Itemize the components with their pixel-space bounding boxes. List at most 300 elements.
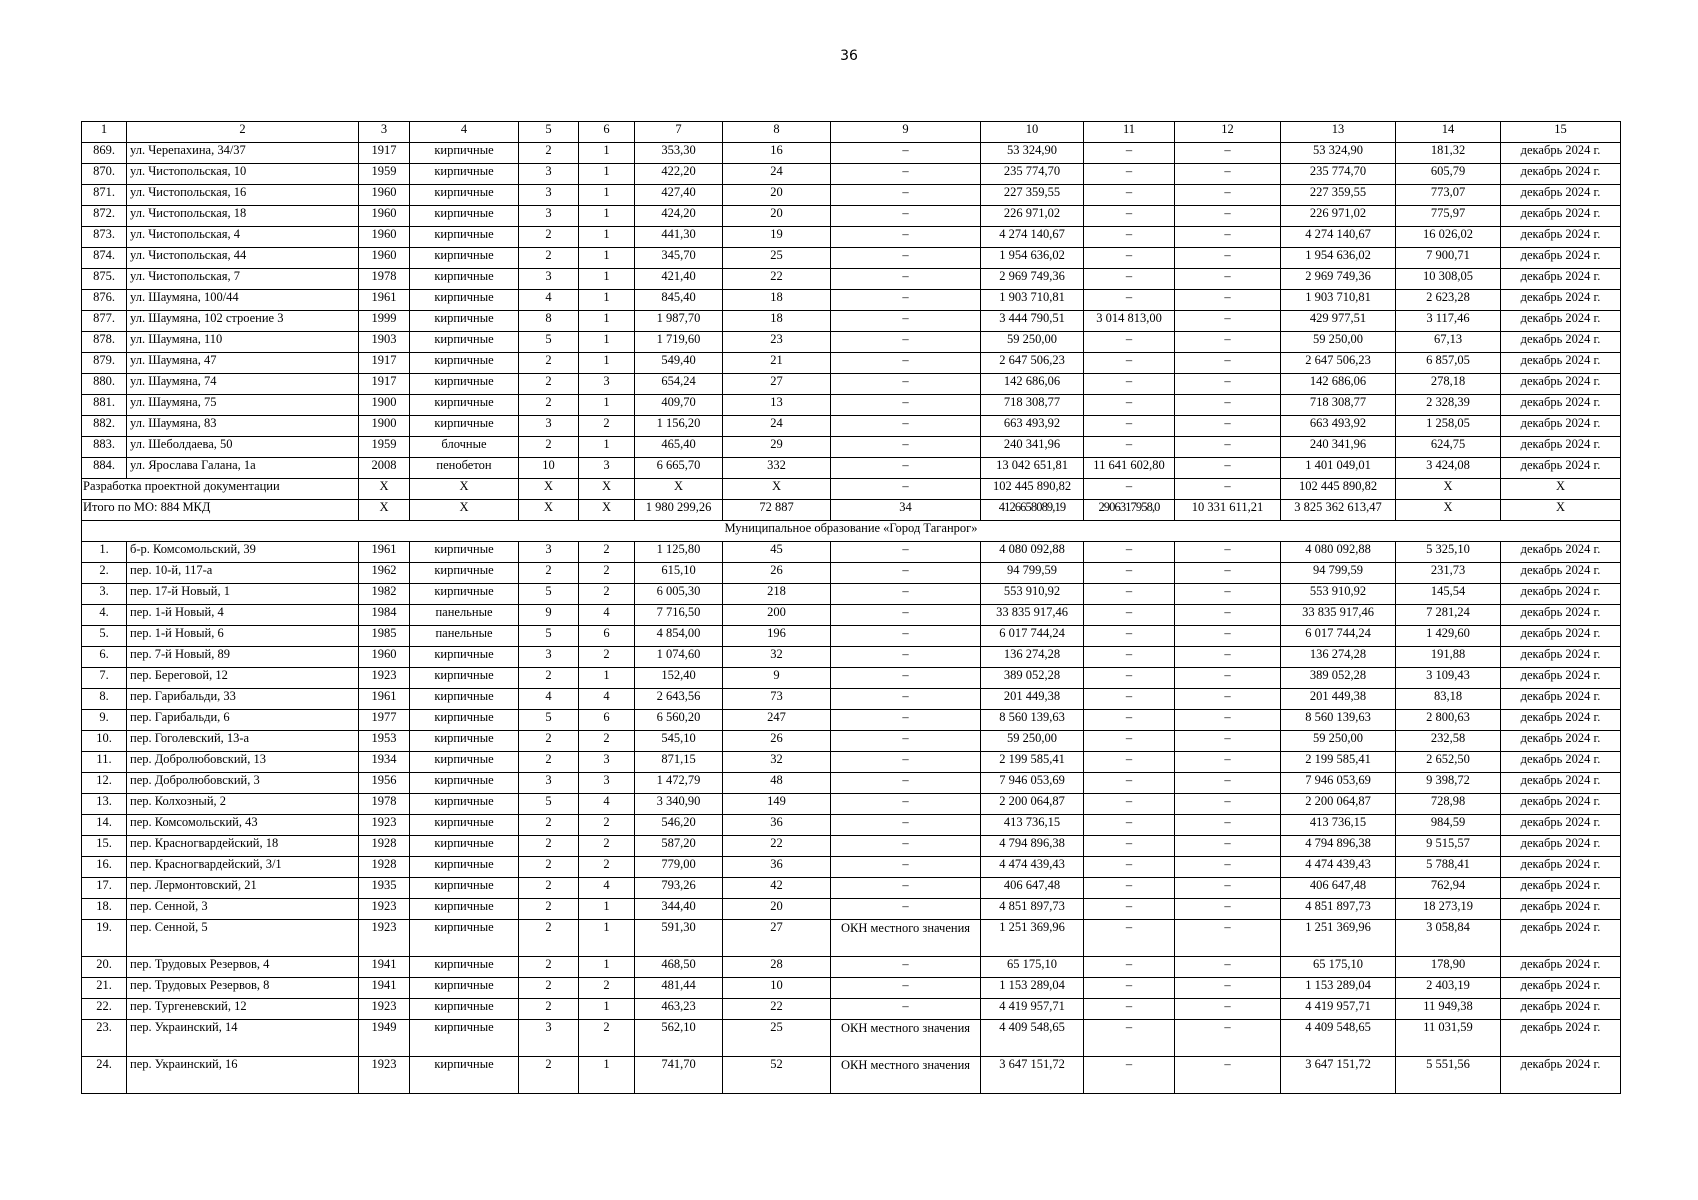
table-cell: – (1084, 605, 1175, 626)
table-cell: 24 (723, 416, 831, 437)
table-cell: ул. Шаумяна, 100/44 (127, 290, 359, 311)
table-row (82, 416, 1621, 437)
table-cell: 247 (723, 710, 831, 731)
table-cell: 1949 (359, 1020, 410, 1057)
column-number-11: 11 (1084, 122, 1175, 143)
table-row (82, 878, 1621, 899)
table-cell: – (831, 437, 981, 458)
table-cell: 29 (723, 437, 831, 458)
table-cell: 1917 (359, 143, 410, 164)
table-cell: 4 (579, 605, 635, 626)
table-cell: 1959 (359, 164, 410, 185)
table-cell: 65 175,10 (1281, 957, 1396, 978)
table-cell: 1961 (359, 689, 410, 710)
table-cell: декабрь 2024 г. (1501, 957, 1621, 978)
table-cell: пер. Украинский, 14 (127, 1020, 359, 1057)
table-cell: пер. Красногвардейский, 18 (127, 836, 359, 857)
table-cell: б-р. Комсомольский, 39 (127, 542, 359, 563)
table-cell: 4. (82, 605, 127, 626)
table-cell: – (1084, 752, 1175, 773)
table-cell: 4 080 092,88 (1281, 542, 1396, 563)
table-cell: пер. Добролюбовский, 13 (127, 752, 359, 773)
table-cell: 3 647 151,72 (981, 1057, 1084, 1094)
table-cell: 2 (579, 978, 635, 999)
table-cell: 1900 (359, 395, 410, 416)
table-cell: – (1175, 248, 1281, 269)
table-cell: 2 647 506,23 (1281, 353, 1396, 374)
table-cell: – (1084, 290, 1175, 311)
table-cell: 553 910,92 (981, 584, 1084, 605)
table-cell: 1 (579, 143, 635, 164)
table-cell: декабрь 2024 г. (1501, 143, 1621, 164)
summary-cell: X (410, 479, 519, 500)
table-row (82, 269, 1621, 290)
table-cell: – (1084, 626, 1175, 647)
table-cell: – (831, 395, 981, 416)
table-cell: пер. Колхозный, 2 (127, 794, 359, 815)
table-cell: – (831, 689, 981, 710)
table-cell: кирпичные (410, 647, 519, 668)
summary-cell: X (519, 479, 579, 500)
table-cell: – (1175, 689, 1281, 710)
table-cell: 59 250,00 (981, 332, 1084, 353)
table-cell: – (1175, 227, 1281, 248)
table-row (82, 978, 1621, 999)
table-cell: – (1084, 710, 1175, 731)
table-cell: 1923 (359, 815, 410, 836)
table-cell: 5 (519, 332, 579, 353)
table-row (82, 311, 1621, 332)
table-cell: 883. (82, 437, 127, 458)
table-cell: 2 (579, 836, 635, 857)
table-cell: 59 250,00 (981, 731, 1084, 752)
table-cell: – (1084, 206, 1175, 227)
table-cell: ул. Чистопольская, 44 (127, 248, 359, 269)
table-cell: 24. (82, 1057, 127, 1094)
table-cell: декабрь 2024 г. (1501, 437, 1621, 458)
table-cell: 718 308,77 (981, 395, 1084, 416)
table-cell: 3 109,43 (1396, 668, 1501, 689)
table-cell: 42 (723, 878, 831, 899)
table-cell: – (1084, 794, 1175, 815)
table-cell: – (1084, 836, 1175, 857)
table-cell: 1 (579, 957, 635, 978)
table-cell: ул. Чистопольская, 4 (127, 227, 359, 248)
table-cell: 1923 (359, 920, 410, 957)
table-cell: 1999 (359, 311, 410, 332)
table-cell: декабрь 2024 г. (1501, 353, 1621, 374)
table-cell: кирпичные (410, 353, 519, 374)
table-cell: 32 (723, 752, 831, 773)
table-cell: 882. (82, 416, 127, 437)
table-cell: 1 987,70 (635, 311, 723, 332)
table-cell: 2 (519, 248, 579, 269)
page-number: 36 (840, 48, 858, 64)
table-cell: 67,13 (1396, 332, 1501, 353)
table-cell: – (1175, 647, 1281, 668)
table-cell: пер. 7-й Новый, 89 (127, 647, 359, 668)
table-cell: ул. Шаумяна, 47 (127, 353, 359, 374)
table-cell: 1977 (359, 710, 410, 731)
table-cell: ул. Шаумяна, 75 (127, 395, 359, 416)
table-cell: – (831, 353, 981, 374)
table-cell: 1 903 710,81 (981, 290, 1084, 311)
table-cell: 226 971,02 (981, 206, 1084, 227)
table-cell: – (1175, 311, 1281, 332)
table-cell: 136 274,28 (981, 647, 1084, 668)
table-cell: 3 (519, 269, 579, 290)
summary-cell: X (519, 500, 579, 521)
table-cell: 33 835 917,46 (981, 605, 1084, 626)
table-cell: – (831, 957, 981, 978)
table-cell: кирпичные (410, 185, 519, 206)
table-cell: 27 (723, 374, 831, 395)
table-cell: 880. (82, 374, 127, 395)
table-row (82, 920, 1621, 957)
table-cell: 2 403,19 (1396, 978, 1501, 999)
table-cell: 481,44 (635, 978, 723, 999)
table-cell: 1 472,79 (635, 773, 723, 794)
table-cell: 762,94 (1396, 878, 1501, 899)
table-cell: – (1084, 227, 1175, 248)
table-cell: ОКН местного значения (831, 1020, 981, 1057)
table-cell: – (831, 857, 981, 878)
table-cell: 1960 (359, 227, 410, 248)
table-cell: кирпичные (410, 815, 519, 836)
table-cell: 3 (519, 164, 579, 185)
table-cell: 1935 (359, 878, 410, 899)
table-cell: пер. Гарибальди, 6 (127, 710, 359, 731)
table-cell: – (1175, 1020, 1281, 1057)
table-cell: – (831, 311, 981, 332)
summary-cell: – (1175, 479, 1281, 500)
table-cell: 2 (519, 899, 579, 920)
table-row (82, 164, 1621, 185)
table-cell: 663 493,92 (981, 416, 1084, 437)
table-cell: – (831, 710, 981, 731)
table-cell: 1917 (359, 353, 410, 374)
table-cell: 196 (723, 626, 831, 647)
table-cell: – (1175, 416, 1281, 437)
table-cell: кирпичные (410, 978, 519, 999)
table-cell: – (1175, 773, 1281, 794)
table-cell: 17. (82, 878, 127, 899)
table-cell: декабрь 2024 г. (1501, 563, 1621, 584)
table-cell: 2 (519, 836, 579, 857)
table-row (82, 1057, 1621, 1094)
table-cell: 873. (82, 227, 127, 248)
table-cell: – (831, 773, 981, 794)
table-cell: 1 954 636,02 (1281, 248, 1396, 269)
table-cell: кирпичные (410, 836, 519, 857)
table-cell: – (831, 815, 981, 836)
table-cell: кирпичные (410, 794, 519, 815)
table-cell: 5 (519, 626, 579, 647)
table-cell: – (831, 836, 981, 857)
table-cell: 7. (82, 668, 127, 689)
column-number-9: 9 (831, 122, 981, 143)
table-cell: декабрь 2024 г. (1501, 647, 1621, 668)
table-cell: – (1175, 605, 1281, 626)
table-cell: 240 341,96 (981, 437, 1084, 458)
table-cell: 10 (519, 458, 579, 479)
table-cell: – (1084, 878, 1175, 899)
table-cell: 4 419 957,71 (1281, 999, 1396, 1020)
summary-label: Разработка проектной документации (82, 479, 359, 500)
table-cell: 422,20 (635, 164, 723, 185)
table-cell: – (1175, 206, 1281, 227)
table-cell: 28 (723, 957, 831, 978)
table-cell: декабрь 2024 г. (1501, 416, 1621, 437)
table-cell: 1 (579, 353, 635, 374)
table-cell: 421,40 (635, 269, 723, 290)
table-cell: 36 (723, 815, 831, 836)
table-cell: 16 026,02 (1396, 227, 1501, 248)
table-cell: 201 449,38 (1281, 689, 1396, 710)
table-cell: пер. Комсомольский, 43 (127, 815, 359, 836)
table-cell: кирпичные (410, 227, 519, 248)
table-cell: декабрь 2024 г. (1501, 794, 1621, 815)
table-cell: декабрь 2024 г. (1501, 668, 1621, 689)
table-cell: – (831, 290, 981, 311)
table-cell: кирпичные (410, 416, 519, 437)
table-cell: декабрь 2024 г. (1501, 836, 1621, 857)
table-cell: 48 (723, 773, 831, 794)
table-cell: – (1084, 1057, 1175, 1094)
table-cell: 4 474 439,43 (981, 857, 1084, 878)
table-cell: 226 971,02 (1281, 206, 1396, 227)
table-cell: 6 857,05 (1396, 353, 1501, 374)
table-cell: 9 (519, 605, 579, 626)
table-cell: – (1175, 458, 1281, 479)
table-cell: 24 (723, 164, 831, 185)
table-cell: 3 (519, 647, 579, 668)
table-cell: 13. (82, 794, 127, 815)
table-cell: 3 (519, 416, 579, 437)
table-cell: 9 (723, 668, 831, 689)
table-cell: кирпичные (410, 752, 519, 773)
table-cell: – (1175, 143, 1281, 164)
table-cell: 3. (82, 584, 127, 605)
table-cell: – (1175, 794, 1281, 815)
table-cell: кирпичные (410, 332, 519, 353)
table-cell: 463,23 (635, 999, 723, 1020)
table-row (82, 710, 1621, 731)
table-cell: 149 (723, 794, 831, 815)
table-cell: 1900 (359, 416, 410, 437)
table-cell: – (1175, 626, 1281, 647)
table-cell: кирпичные (410, 710, 519, 731)
table-cell: пер. Тургеневский, 12 (127, 999, 359, 1020)
table-cell: пер. 10-й, 117-а (127, 563, 359, 584)
housing-table (81, 121, 1621, 1094)
table-cell: 332 (723, 458, 831, 479)
table-cell: декабрь 2024 г. (1501, 458, 1621, 479)
table-cell: 2 (519, 437, 579, 458)
table-cell: 9 398,72 (1396, 773, 1501, 794)
table-cell: 871. (82, 185, 127, 206)
table-row (82, 395, 1621, 416)
table-cell: кирпичные (410, 689, 519, 710)
table-cell: 59 250,00 (1281, 332, 1396, 353)
table-cell: 4 (579, 878, 635, 899)
table-cell: – (1175, 899, 1281, 920)
table-cell: 4 (579, 794, 635, 815)
table-cell: – (1084, 332, 1175, 353)
summary-cell: 3 825 362 613,47 (1281, 500, 1396, 521)
column-number-15: 15 (1501, 122, 1621, 143)
table-cell: 2 (519, 668, 579, 689)
table-cell: 4 851 897,73 (981, 899, 1084, 920)
summary-cell: – (1084, 479, 1175, 500)
table-cell: – (1084, 668, 1175, 689)
summary-cell: X (1501, 479, 1621, 500)
table-cell: 235 774,70 (1281, 164, 1396, 185)
table-cell: 16. (82, 857, 127, 878)
table-cell: 424,20 (635, 206, 723, 227)
table-cell: пер. Добролюбовский, 3 (127, 773, 359, 794)
table-cell: 1 (579, 311, 635, 332)
table-cell: 9 515,57 (1396, 836, 1501, 857)
table-cell: 1982 (359, 584, 410, 605)
column-number-5: 5 (519, 122, 579, 143)
table-cell: 1 153 289,04 (1281, 978, 1396, 999)
table-cell: 178,90 (1396, 957, 1501, 978)
table-cell: – (1084, 899, 1175, 920)
summary-cell: 2906317958,0 (1084, 500, 1175, 521)
table-cell: 427,40 (635, 185, 723, 206)
table-cell: 2. (82, 563, 127, 584)
table-cell: 8. (82, 689, 127, 710)
table-cell: кирпичные (410, 206, 519, 227)
table-cell: – (1084, 185, 1175, 206)
table-cell: 1959 (359, 437, 410, 458)
table-cell: 191,88 (1396, 647, 1501, 668)
table-cell: 553 910,92 (1281, 584, 1396, 605)
table-cell: ул. Чистопольская, 18 (127, 206, 359, 227)
table-cell: 142 686,06 (1281, 374, 1396, 395)
table-cell: – (1084, 1020, 1175, 1057)
table-cell: декабрь 2024 г. (1501, 710, 1621, 731)
table-cell: 1985 (359, 626, 410, 647)
table-cell: 26 (723, 563, 831, 584)
table-cell: 1 (579, 668, 635, 689)
table-cell: декабрь 2024 г. (1501, 332, 1621, 353)
table-row (82, 752, 1621, 773)
table-cell: – (1084, 731, 1175, 752)
table-cell: 1 (579, 206, 635, 227)
table-cell: 3 (579, 773, 635, 794)
table-cell: 2 647 506,23 (981, 353, 1084, 374)
table-cell: 1 719,60 (635, 332, 723, 353)
column-number-13: 13 (1281, 122, 1396, 143)
table-cell: кирпичные (410, 563, 519, 584)
table-row (82, 584, 1621, 605)
table-cell: 11 031,59 (1396, 1020, 1501, 1057)
table-cell: 14. (82, 815, 127, 836)
summary-cell: X (410, 500, 519, 521)
summary-cell: X (1501, 500, 1621, 521)
table-cell: 4 854,00 (635, 626, 723, 647)
table-cell: 2 (519, 920, 579, 957)
table-cell: 2 (519, 563, 579, 584)
summary-cell: X (723, 479, 831, 500)
table-cell: кирпичные (410, 311, 519, 332)
table-cell: 4 (519, 290, 579, 311)
table-cell: 6. (82, 647, 127, 668)
summary-row (82, 500, 1621, 521)
table-cell: 1 074,60 (635, 647, 723, 668)
table-cell: 1984 (359, 605, 410, 626)
table-cell: – (1175, 437, 1281, 458)
table-cell: – (831, 269, 981, 290)
table-cell: 3 647 151,72 (1281, 1057, 1396, 1094)
table-cell: 4 851 897,73 (1281, 899, 1396, 920)
table-cell: 7 716,50 (635, 605, 723, 626)
table-cell: 20 (723, 899, 831, 920)
column-number-2: 2 (127, 122, 359, 143)
table-cell: ул. Шаумяна, 110 (127, 332, 359, 353)
table-cell: 3 058,84 (1396, 920, 1501, 957)
table-cell: 1 (579, 164, 635, 185)
table-cell: 53 324,90 (1281, 143, 1396, 164)
table-cell: 1 (579, 437, 635, 458)
summary-cell: X (359, 500, 410, 521)
table-cell: 1 153 289,04 (981, 978, 1084, 999)
table-cell: 1 125,80 (635, 542, 723, 563)
table-cell: 11 641 602,80 (1084, 458, 1175, 479)
table-cell: 201 449,38 (981, 689, 1084, 710)
table-cell: 1 251 369,96 (1281, 920, 1396, 957)
table-cell: – (831, 374, 981, 395)
table-row (82, 689, 1621, 710)
table-cell: кирпичные (410, 957, 519, 978)
table-cell: декабрь 2024 г. (1501, 185, 1621, 206)
table-cell: 6 (579, 626, 635, 647)
table-cell: 429 977,51 (1281, 311, 1396, 332)
table-cell: 6 560,20 (635, 710, 723, 731)
table-cell: 181,32 (1396, 143, 1501, 164)
table-cell: декабрь 2024 г. (1501, 878, 1621, 899)
table-cell: 22 (723, 836, 831, 857)
table-cell: 2 199 585,41 (1281, 752, 1396, 773)
table-cell: декабрь 2024 г. (1501, 920, 1621, 957)
table-cell: 663 493,92 (1281, 416, 1396, 437)
table-cell: 4 794 896,38 (981, 836, 1084, 857)
table-cell: 1 (579, 999, 635, 1020)
table-cell: кирпичные (410, 920, 519, 957)
table-cell: 59 250,00 (1281, 731, 1396, 752)
table-row (82, 542, 1621, 563)
table-cell: – (1084, 563, 1175, 584)
table-cell: 1961 (359, 290, 410, 311)
table-row (82, 227, 1621, 248)
table-cell: – (831, 227, 981, 248)
table-cell: – (1175, 836, 1281, 857)
table-cell: – (1084, 999, 1175, 1020)
table-cell: 10 308,05 (1396, 269, 1501, 290)
table-cell: кирпичные (410, 542, 519, 563)
table-cell: 4 474 439,43 (1281, 857, 1396, 878)
column-number-7: 7 (635, 122, 723, 143)
summary-row (82, 479, 1621, 500)
table-cell: 345,70 (635, 248, 723, 269)
table-cell: декабрь 2024 г. (1501, 626, 1621, 647)
table-cell: 1934 (359, 752, 410, 773)
table-cell: 5 (519, 710, 579, 731)
column-number-12: 12 (1175, 122, 1281, 143)
table-row (82, 836, 1621, 857)
